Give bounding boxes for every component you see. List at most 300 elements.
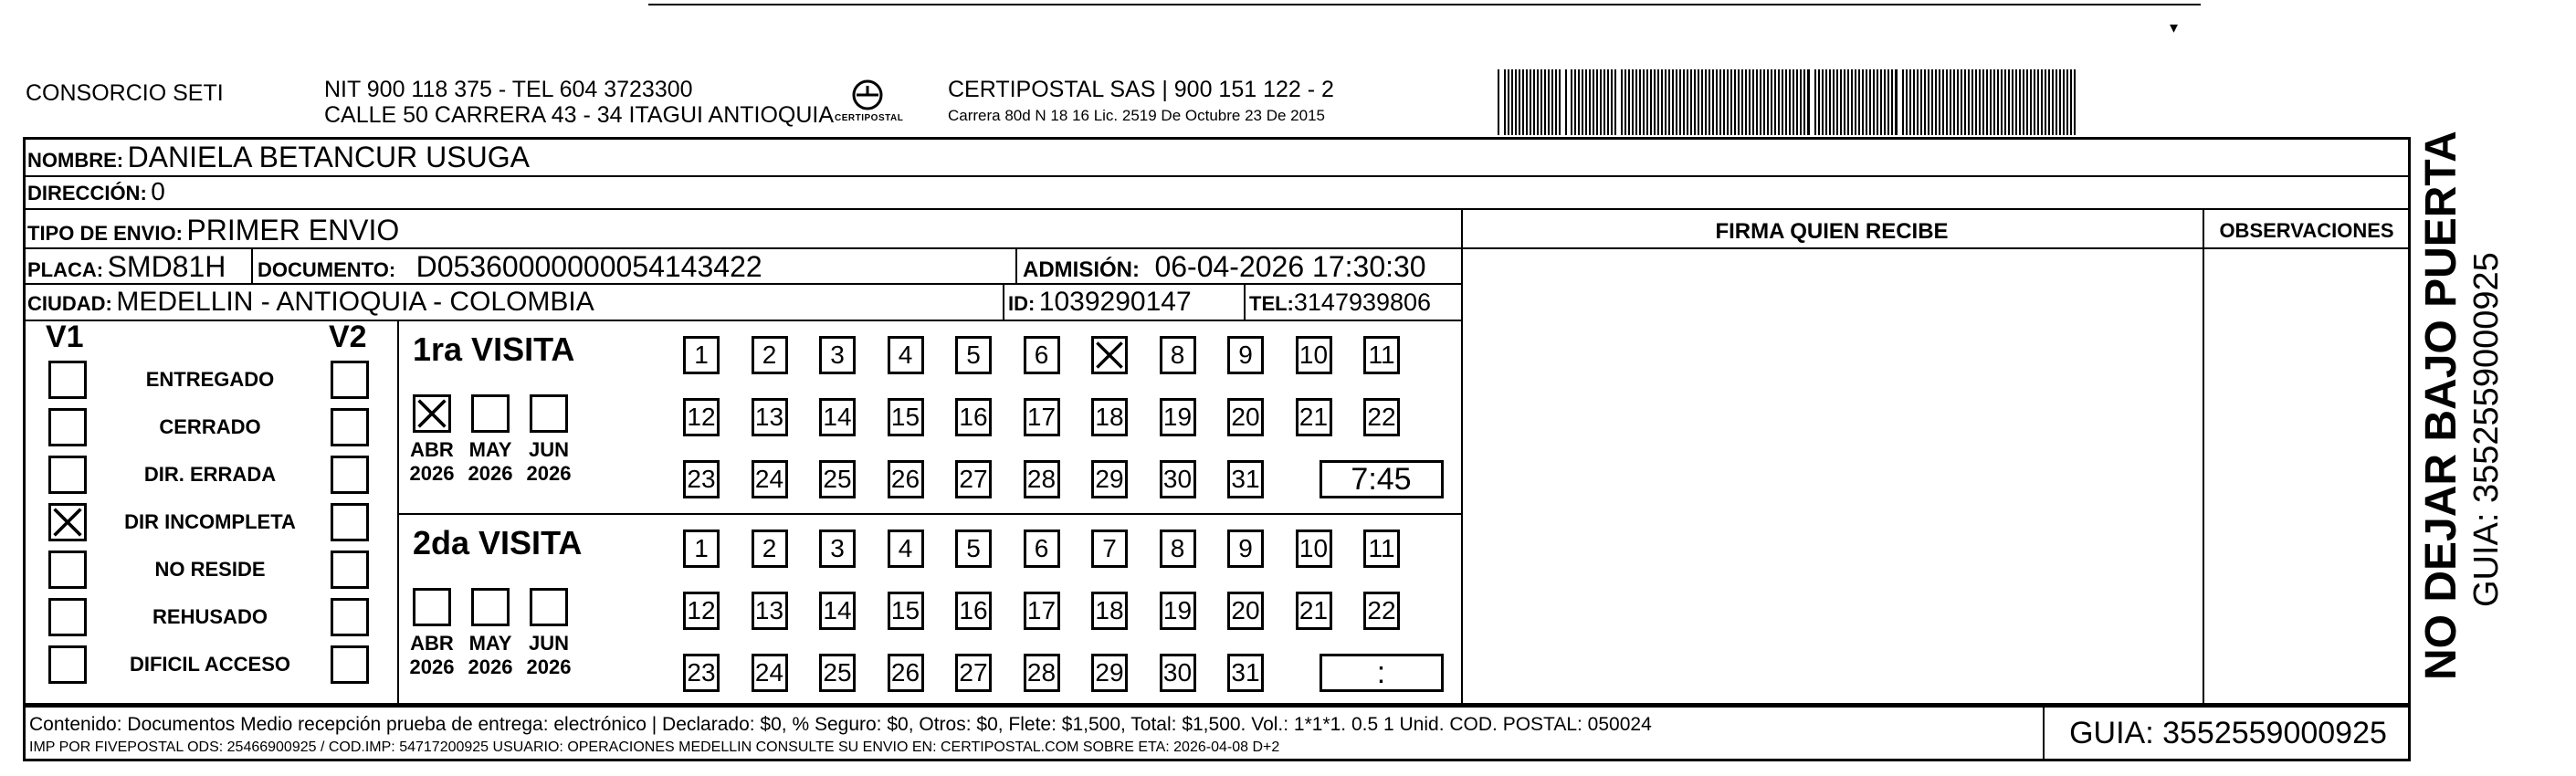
barcode-bar xyxy=(1574,69,1576,135)
barcode-bar xyxy=(1822,69,1824,135)
barcode-bar xyxy=(1990,69,1992,135)
year-label: 2026 xyxy=(409,655,455,678)
vrule-tel xyxy=(1244,283,1246,320)
barcode-bar xyxy=(1836,69,1838,135)
barcode-bar xyxy=(1716,69,1718,135)
barcode-bar xyxy=(1690,69,1692,135)
day-box[interactable]: 30 xyxy=(1160,654,1196,692)
year-label: 2026 xyxy=(468,462,513,485)
barcode-bar xyxy=(1530,69,1531,135)
month-label: ABR xyxy=(410,632,454,655)
day-box[interactable]: 16 xyxy=(955,592,992,630)
day-box[interactable]: 9 xyxy=(1227,336,1264,374)
documento-label: DOCUMENTO: xyxy=(258,258,396,281)
barcode-bar xyxy=(1596,69,1598,135)
barcode-bar xyxy=(1997,69,1999,135)
footer-impresion: IMP POR FIVEPOSTAL ODS: 25466900925 / COD.IMP: 54717200925 USUARIO: OPERACIONES MEDELLIN CONSULTE SU ENVIO EN: CERTIPOSTAL.COM SOBRE ETA: 2026-04-08 D+2 xyxy=(29,739,1280,755)
barcode-bar xyxy=(1928,69,1929,135)
day-box[interactable]: 7 xyxy=(1091,530,1128,568)
barcode-bar xyxy=(1909,69,1911,135)
barcode-bar xyxy=(2015,69,2017,135)
barcode-bar xyxy=(1924,69,1926,135)
barcode-bar xyxy=(1961,69,1962,135)
vrule-obs xyxy=(2203,208,2204,706)
month-label: MAY xyxy=(468,438,512,461)
day-box[interactable]: 19 xyxy=(1160,398,1196,436)
day-box[interactable]: 20 xyxy=(1227,592,1264,630)
barcode-bar xyxy=(1756,69,1758,135)
id-label: ID: xyxy=(1008,292,1036,315)
barcode-bar xyxy=(1884,69,1886,135)
barcode-bar xyxy=(1657,69,1659,135)
day-box[interactable]: 11 xyxy=(1363,530,1400,568)
v2-label: V2 xyxy=(329,320,367,354)
day-box[interactable]: 29 xyxy=(1091,654,1128,692)
vrule-admision xyxy=(1015,247,1017,283)
year-label: 2026 xyxy=(409,462,455,485)
barcode-bar xyxy=(1646,69,1648,135)
barcode-bar xyxy=(1624,69,1626,135)
barcode-bar xyxy=(1858,69,1860,135)
barcode-bar xyxy=(1741,69,1743,135)
barcode-bar xyxy=(1953,69,1955,135)
placa-row xyxy=(27,250,226,284)
v1-checkbox[interactable] xyxy=(48,503,87,541)
barcode-bar xyxy=(1559,69,1561,135)
nit-line-1: NIT 900 118 375 - TEL 604 3723300 xyxy=(324,77,693,102)
day-box[interactable]: 18 xyxy=(1091,592,1128,630)
year-label: 2026 xyxy=(468,655,513,678)
barcode-bar xyxy=(2019,69,2021,135)
id-value: 1039290147 xyxy=(1038,287,1192,317)
rule-ciudad xyxy=(23,320,1461,321)
placa-label: PLACA: xyxy=(27,258,104,281)
day-box[interactable]: 8 xyxy=(1160,336,1196,374)
barcode-bar xyxy=(2048,69,2050,135)
barcode-bar xyxy=(1607,69,1609,135)
barcode-bar xyxy=(1628,69,1630,135)
vrule-placa xyxy=(251,247,253,283)
day-box[interactable]: 1 xyxy=(683,530,720,568)
barcode-bar xyxy=(1585,69,1587,135)
day-box[interactable]: 29 xyxy=(1091,460,1128,498)
tel-row xyxy=(1249,288,1431,317)
barcode-bar xyxy=(1519,69,1520,135)
nombre-row xyxy=(27,141,530,174)
barcode-bar xyxy=(1749,69,1751,135)
barcode-bar xyxy=(2004,69,2006,135)
barcode-bar xyxy=(2045,69,2046,135)
barcode-bar xyxy=(1993,69,1995,135)
barcode-bar xyxy=(1723,69,1725,135)
barcode-bar xyxy=(1687,69,1688,135)
day-box[interactable]: 11 xyxy=(1363,336,1400,374)
day-box[interactable]: 12 xyxy=(683,398,720,436)
barcode-bar xyxy=(1920,69,1922,135)
firma-label: FIRMA QUIEN RECIBE xyxy=(1715,219,1949,244)
barcode-bar xyxy=(1789,69,1791,135)
day-box[interactable]: 3 xyxy=(819,336,856,374)
barcode-bar xyxy=(1537,69,1539,135)
barcode-bar xyxy=(1873,69,1875,135)
barcode-bar xyxy=(1862,69,1864,135)
day-box[interactable]: 10 xyxy=(1296,530,1332,568)
barcode-bar xyxy=(2008,69,2010,135)
barcode-bar xyxy=(1869,69,1871,135)
barcode-bar xyxy=(1818,69,1820,135)
barcode-bar xyxy=(1614,69,1616,135)
v1-label: V1 xyxy=(46,320,84,354)
barcode-bar xyxy=(1632,69,1634,135)
barcode-bar xyxy=(1544,69,1546,135)
day-box[interactable]: 24 xyxy=(752,654,788,692)
day-box[interactable]: 31 xyxy=(1227,460,1264,498)
barcode-bar xyxy=(1600,69,1602,135)
day-box[interactable]: 10 xyxy=(1296,336,1332,374)
day-box[interactable]: 23 xyxy=(683,460,720,498)
v2-checkbox[interactable] xyxy=(331,408,369,446)
month-label: JUN xyxy=(528,632,569,655)
barcode-bar xyxy=(1986,69,1988,135)
barcode-bar xyxy=(1968,69,1970,135)
barcode-bar xyxy=(2070,69,2072,135)
certipostal-line-1: CERTIPOSTAL SAS | 900 151 122 - 2 xyxy=(948,77,1334,102)
v1-checkbox[interactable] xyxy=(48,456,87,494)
barcode-bar xyxy=(2059,69,2061,135)
day-box[interactable]: 13 xyxy=(752,592,788,630)
day-box[interactable]: 20 xyxy=(1227,398,1264,436)
barcode-bar xyxy=(1672,69,1674,135)
month-checkbox[interactable] xyxy=(471,394,510,433)
barcode-bar xyxy=(1760,69,1761,135)
day-box[interactable]: 27 xyxy=(955,460,992,498)
day-box[interactable]: 31 xyxy=(1227,654,1264,692)
barcode-bar xyxy=(1807,69,1810,135)
admision-row xyxy=(1023,250,1426,284)
tel-value: 3147939806 xyxy=(1293,288,1432,316)
day-box[interactable]: 17 xyxy=(1024,398,1060,436)
time-box[interactable]: 7:45 xyxy=(1320,460,1444,498)
barcode-bar xyxy=(1771,69,1772,135)
v1-checkbox[interactable] xyxy=(48,598,87,636)
logo-text: CERTIPOSTAL xyxy=(835,113,904,123)
day-box[interactable]: 21 xyxy=(1296,592,1332,630)
barcode-bar xyxy=(1851,69,1853,135)
barcode-bar xyxy=(2041,69,2043,135)
month-checkbox[interactable] xyxy=(530,588,568,626)
day-box[interactable] xyxy=(1091,336,1128,374)
ciudad-value: MEDELLIN - ANTIOQUIA - COLOMBIA xyxy=(116,287,594,317)
barcode-bar xyxy=(1796,69,1798,135)
day-box[interactable]: 18 xyxy=(1091,398,1128,436)
barcode-bar xyxy=(1734,69,1736,135)
barcode-bar xyxy=(1880,69,1882,135)
day-box[interactable]: 30 xyxy=(1160,460,1196,498)
day-box[interactable]: 14 xyxy=(819,398,856,436)
barcode-bar xyxy=(1774,69,1776,135)
rule-nombre xyxy=(23,175,2411,177)
barcode-bar xyxy=(2012,69,2013,135)
status-label: CERRADO xyxy=(159,415,261,438)
barcode-bar xyxy=(1548,69,1550,135)
barcode-bar xyxy=(2037,69,2039,135)
v2-checkbox[interactable] xyxy=(331,456,369,494)
vrule-firma xyxy=(1461,208,1463,706)
barcode-bar xyxy=(1533,69,1535,135)
barcode-bar xyxy=(1593,69,1594,135)
day-box[interactable]: 6 xyxy=(1024,336,1060,374)
day-box[interactable]: 4 xyxy=(888,336,924,374)
day-box[interactable]: 15 xyxy=(888,398,924,436)
v1-checkbox[interactable] xyxy=(48,408,87,446)
barcode-bar xyxy=(1498,69,1499,135)
day-box[interactable]: 25 xyxy=(819,460,856,498)
day-box[interactable]: 26 xyxy=(888,460,924,498)
certipostal-line-2: Carrera 80d N 18 16 Lic. 2519 De Octubre 23 De 2015 xyxy=(948,107,1325,124)
barcode-bar xyxy=(1829,69,1831,135)
day-box[interactable]: 26 xyxy=(888,654,924,692)
status-label: ENTREGADO xyxy=(145,368,275,391)
rule-tipo xyxy=(23,247,2411,249)
barcode-bar xyxy=(1763,69,1765,135)
day-box[interactable]: 15 xyxy=(888,592,924,630)
barcode-bar xyxy=(2066,69,2068,135)
barcode-bar xyxy=(1582,69,1583,135)
day-box[interactable]: 9 xyxy=(1227,530,1264,568)
barcode-bar xyxy=(1571,69,1572,135)
tel-label: TEL: xyxy=(1249,292,1294,315)
ciudad-row xyxy=(27,287,594,318)
day-box[interactable]: 13 xyxy=(752,398,788,436)
barcode-bar xyxy=(1522,69,1524,135)
barcode-bar xyxy=(1694,69,1696,135)
barcode-bar xyxy=(1635,69,1637,135)
barcode-bar xyxy=(1913,69,1915,135)
barcode-bar xyxy=(1895,69,1898,135)
barcode-bar xyxy=(1738,69,1740,135)
day-box[interactable]: 24 xyxy=(752,460,788,498)
barcode-bar xyxy=(1866,69,1867,135)
month-label: JUN xyxy=(528,438,569,461)
side-guia: GUIA: 3552559000925 xyxy=(2467,252,2506,607)
barcode-bar xyxy=(1719,69,1721,135)
barcode-bar xyxy=(1668,69,1670,135)
barcode-bar xyxy=(1982,69,1984,135)
day-box[interactable]: 4 xyxy=(888,530,924,568)
tipo-value: PRIMER ENVIO xyxy=(186,214,400,246)
barcode-bar xyxy=(1950,69,1951,135)
time-box[interactable]: : xyxy=(1320,654,1444,692)
barcode-bar xyxy=(1785,69,1787,135)
month-checkbox[interactable] xyxy=(413,588,451,626)
barcode-bar xyxy=(1676,69,1677,135)
barcode-bar xyxy=(1508,69,1509,135)
barcode-bar xyxy=(1800,69,1802,135)
barcode-bar xyxy=(2052,69,2054,135)
status-label: DIR INCOMPLETA xyxy=(124,510,296,533)
barcode-bar xyxy=(1891,69,1893,135)
barcode-bar xyxy=(1504,69,1506,135)
barcode-bar xyxy=(1840,69,1842,135)
barcode-bar xyxy=(1745,69,1747,135)
barcode-bar xyxy=(1709,69,1710,135)
nombre-value: DANIELA BETANCUR USUGA xyxy=(127,141,530,173)
day-box[interactable]: 8 xyxy=(1160,530,1196,568)
day-box[interactable]: 17 xyxy=(1024,592,1060,630)
day-box[interactable]: 28 xyxy=(1024,460,1060,498)
documento-value: D05360000000054143422 xyxy=(415,250,762,283)
day-box[interactable]: 1 xyxy=(683,336,720,374)
day-box[interactable]: 27 xyxy=(955,654,992,692)
status-label: NO RESIDE xyxy=(154,558,266,581)
barcode-bar xyxy=(1906,69,1908,135)
barcode-bar xyxy=(1603,69,1605,135)
barcode-bar xyxy=(1589,69,1591,135)
day-box[interactable]: 3 xyxy=(819,530,856,568)
barcode-bar xyxy=(1803,69,1805,135)
barcode-bar xyxy=(1902,69,1904,135)
day-box[interactable]: 5 xyxy=(955,336,992,374)
v1-checkbox[interactable] xyxy=(48,551,87,589)
admision-value: 06-04-2026 17:30:30 xyxy=(1154,250,1426,283)
barcode-bar xyxy=(1540,69,1542,135)
barcode-bar xyxy=(1698,69,1699,135)
tipo-row xyxy=(27,214,399,247)
footer-contenido: Contenido: Documentos Medio recepción prueba de entrega: electrónico | Declarado: $0, % Seguro: $0, Otros: $0, Flete: $1,500, Total: $1,500. Vol.: 1*1*1. 0.5 1 Unid. COD. POSTAL: 050024 xyxy=(29,714,1652,735)
barcode-bar xyxy=(1526,69,1528,135)
day-box[interactable]: 28 xyxy=(1024,654,1060,692)
nit-line-2: CALLE 50 CARRERA 43 - 34 ITAGUI ANTIOQUIA xyxy=(324,102,835,128)
barcode-bar xyxy=(1565,69,1567,135)
month-checkbox[interactable] xyxy=(530,394,568,433)
barcode-bar xyxy=(1814,69,1816,135)
barcode-bar xyxy=(1833,69,1835,135)
barcode-bar xyxy=(1679,69,1681,135)
barcode-bar xyxy=(1939,69,1940,135)
certipostal-logo xyxy=(831,75,904,131)
day-box[interactable]: 21 xyxy=(1296,398,1332,436)
barcode-bar xyxy=(1730,69,1732,135)
barcode-bar xyxy=(1654,69,1656,135)
barcode-bar xyxy=(1515,69,1517,135)
day-box[interactable]: 22 xyxy=(1363,592,1400,630)
company-name: CONSORCIO SETI xyxy=(26,80,224,106)
day-box[interactable]: 12 xyxy=(683,592,720,630)
barcode-bar xyxy=(1611,69,1613,135)
barcode-bar xyxy=(1665,69,1667,135)
v2-checkbox[interactable] xyxy=(331,598,369,636)
barcode-bar xyxy=(1877,69,1878,135)
barcode-bar xyxy=(1887,69,1889,135)
barcode-bar xyxy=(1793,69,1794,135)
barcode-bar xyxy=(1942,69,1944,135)
barcode xyxy=(1498,69,2082,135)
day-box[interactable]: 25 xyxy=(819,654,856,692)
month-label: MAY xyxy=(468,632,512,655)
day-box[interactable]: 19 xyxy=(1160,592,1196,630)
barcode-bar xyxy=(1979,69,1981,135)
visit-title: 1ra VISITA xyxy=(413,330,575,368)
barcode-bar xyxy=(1935,69,1937,135)
day-box[interactable]: 2 xyxy=(752,336,788,374)
footer-guia: GUIA: 3552559000925 xyxy=(2069,716,2387,750)
observaciones-label: OBSERVACIONES xyxy=(2219,219,2394,242)
barcode-bar xyxy=(1639,69,1641,135)
day-box[interactable]: 5 xyxy=(955,530,992,568)
v1-checkbox[interactable] xyxy=(48,361,87,399)
day-box[interactable]: 2 xyxy=(752,530,788,568)
direccion-label: DIRECCIÓN: xyxy=(27,182,147,204)
v2-checkbox[interactable] xyxy=(331,551,369,589)
admision-label: ADMISIÓN: xyxy=(1023,257,1140,282)
nombre-label: NOMBRE: xyxy=(27,149,124,172)
barcode-bar xyxy=(1752,69,1754,135)
barcode-bar xyxy=(1946,69,1948,135)
status-label: DIFICIL ACCESO xyxy=(129,653,290,676)
barcode-bar xyxy=(2023,69,2024,135)
v1-checkbox[interactable] xyxy=(48,645,87,684)
month-checkbox[interactable] xyxy=(471,588,510,626)
barcode-bar xyxy=(1555,69,1557,135)
barcode-bar xyxy=(2034,69,2035,135)
v2-checkbox[interactable] xyxy=(331,645,369,684)
day-box[interactable]: 6 xyxy=(1024,530,1060,568)
barcode-bar xyxy=(1855,69,1856,135)
barcode-bar xyxy=(1975,69,1977,135)
barcode-bar xyxy=(1964,69,1966,135)
direccion-row xyxy=(27,177,165,206)
day-box[interactable]: 16 xyxy=(955,398,992,436)
visit-title: 2da VISITA xyxy=(413,524,583,561)
rule-visit-divider xyxy=(397,513,1461,515)
id-row xyxy=(1008,287,1192,318)
barcode-bar xyxy=(1767,69,1769,135)
rule-direccion xyxy=(23,208,2411,210)
barcode-bar xyxy=(1578,69,1580,135)
day-box[interactable]: 22 xyxy=(1363,398,1400,436)
v2-checkbox[interactable] xyxy=(331,503,369,541)
month-label: ABR xyxy=(410,438,454,461)
barcode-bar xyxy=(1782,69,1783,135)
barcode-bar xyxy=(2026,69,2028,135)
barcode-bar xyxy=(1661,69,1663,135)
barcode-bar xyxy=(1825,69,1827,135)
tipo-label: TIPO DE ENVIO: xyxy=(27,222,183,245)
vrule-status xyxy=(397,320,399,706)
barcode-bar xyxy=(1643,69,1645,135)
barcode-bar xyxy=(2063,69,2065,135)
day-box[interactable]: 14 xyxy=(819,592,856,630)
barcode-bar xyxy=(2030,69,2032,135)
barcode-bar xyxy=(1778,69,1780,135)
ciudad-label: CIUDAD: xyxy=(27,292,112,315)
barcode-bar xyxy=(1931,69,1933,135)
barcode-bar xyxy=(1683,69,1685,135)
side-no-dejar: NO DEJAR BAJO PUERTA xyxy=(2417,131,2466,680)
direccion-value: 0 xyxy=(151,177,165,205)
v2-checkbox[interactable] xyxy=(331,361,369,399)
barcode-bar xyxy=(1621,69,1623,135)
barcode-bar xyxy=(1957,69,1959,135)
day-box[interactable]: 23 xyxy=(683,654,720,692)
barcode-bar xyxy=(1551,69,1553,135)
barcode-bar xyxy=(1511,69,1513,135)
barcode-bar xyxy=(1917,69,1919,135)
month-checkbox[interactable] xyxy=(413,394,451,433)
year-label: 2026 xyxy=(526,462,572,485)
barcode-bar xyxy=(1650,69,1652,135)
placa-value: SMD81H xyxy=(107,250,226,283)
